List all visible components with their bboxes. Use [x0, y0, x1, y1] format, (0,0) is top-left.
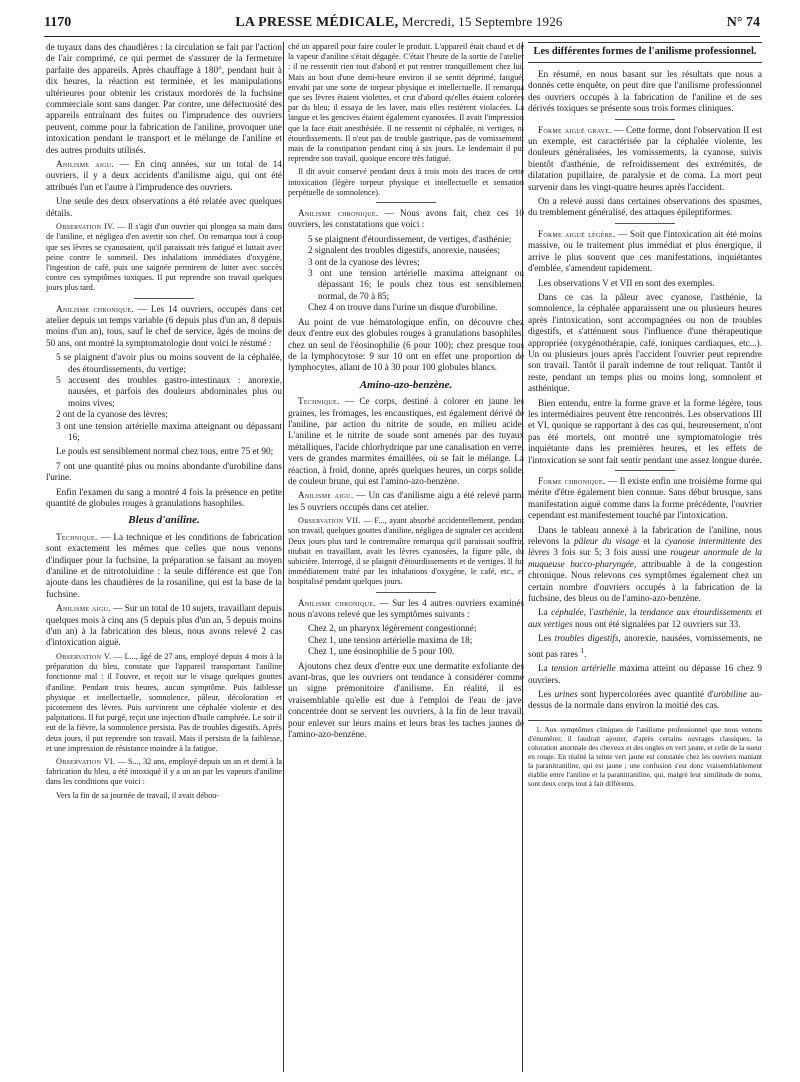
emphasis: asthénie	[593, 607, 625, 618]
section-label: Anilisme chronique.	[56, 303, 135, 314]
section-label: Anilisme aigu.	[56, 159, 115, 170]
column-3	[528, 42, 762, 1072]
observation-text: — F..., ayant absorbé accidentellement, pendant son travail, quelques gouttes d'aniline, négligea de signaler cet accident. Deux jours plus tard le contremaître remarqua qu'il paraissait souffrir, titubait en travaillant, avait les lèvres cyanosées, la figure pâle, du subictère. Interrogé, il se plaignit d'étourdissements et de vertiges. Il fut immédiatement traité par les inhalations d'oxygène, le café, etc., et hospitalisé pendant quelques jours.	[288, 516, 524, 587]
list-item: 5 se plaignent d'étourdissement, de vertiges, d'asthénie;	[308, 233, 512, 244]
paragraph-text: — Un cas d'anilisme aigu a été relevé parmi les 5 ouvriers occupés dans cet atelier.	[288, 490, 524, 512]
paragraph: de tuyaux dans des chaudières : la circulation se fait par l'action de l'air comprimé, ce qui permet de s'assurer de la fermeture parfaite des appareils. Après chauffage à 180°, pendant huit à dix heures, la réaction est terminée, et les manipulations ultérieures pour obtenir les cristaux mordorés de la fuchsine commerciale sont sans danger. Par contre, une défectuosité des appareils entraînant des fuites ou l'imprudence des ouvriers peuvent, comme pour la fabrication de l'aniline, provoquer une intoxication pendant le transport et le mélange de l'aniline et des autres produits utilisés.	[46, 42, 282, 155]
footnote	[528, 720, 762, 788]
paragraph	[528, 525, 762, 605]
emphasis: pâleur du visage	[574, 536, 640, 547]
paragraph: En résumé, en nous basant sur les résultats que nous a donnés cette enquête, on peut dire que l'anilisme professionnel des ouvriers occupés à la fabrication de l'aniline et de ses dérivés toxiques se présente sous trois formes cliniques.	[528, 69, 762, 114]
symptom-list	[46, 352, 282, 443]
observation	[46, 652, 282, 754]
list-item: 2 signalent des troubles digestifs, anorexie, nausées;	[308, 245, 500, 256]
divider	[134, 298, 194, 299]
column-rule-left	[283, 42, 284, 1072]
text-run: , attribuable à de la congestion chronique. Nous relevons ces symptômes également chez un certain nombre d'ouvriers occupés à la fabrication de la fuchsine, des bleus ou de l'amino-azo-benzène.	[528, 558, 762, 604]
symptom-list	[288, 234, 524, 314]
list-item: Chez 1, une tension artérielle maxima de 18;	[308, 634, 473, 645]
text-run: et la	[639, 536, 665, 547]
paragraph	[528, 633, 762, 660]
paragraph	[528, 125, 762, 193]
observation-label: Observation VI.	[56, 756, 116, 766]
paragraph-text: — Soit que l'intoxication ait été moins massive, ou le traitement plus immédiat et plus énergique, il arrive le plus souvent que ces manifestations, inquiétantes d'emblée, s'amendent rapidement.	[528, 228, 762, 274]
paragraph	[528, 476, 762, 522]
paragraph-text: — Nous avons fait, chez ces 10 ouvriers, les constatations que voici :	[288, 208, 524, 230]
emphasis: tendance aux étourdissements et aux vertiges	[528, 607, 762, 629]
paragraph: Enfin l'examen du sang a montré 4 fois la présence en petite quantité de globules rouges à granulations basophiles.	[46, 486, 282, 509]
observation-text: — Il s'agit d'un ouvrier qui plongea sa main dans de l'aniline, et négligea d'en avertir son chef. On remarqua tout à coup que ses lèvres se cyanosaient, qu'il paraissait très fatigué et luttait avec peine contre le sommeil. Des inhalations immédiates d'oxygène, l'ingestion de café, puis une saignée permirent de lutter avec succès contre ces symptômes toxiques. Il put reprendre son travail quelques jours plus tard.	[46, 222, 282, 293]
paragraph: Ajoutons chez deux d'entre eux une dermatite exfoliante des avant-bras, que les ouvriers ont tendance à considérer comme un signe prémonitoire d'anilisme. En réalité, il est vraisemblable qu'elle est due à l'emploi de l'eau de javel concentrée dont se servent les ouvriers, à la fin de leur travail, pour enlever sur leurs mains et leurs bras les taches jaunes de l'amino-azo-benzène.	[288, 660, 524, 740]
paragraph: Le pouls est sensiblement normal chez tous, entre 75 et 90;	[56, 446, 274, 457]
paragraph: 7 ont une quantité plus ou moins abondante d'urobiline dans l'urine.	[46, 460, 282, 483]
list-item: Chez 4 on trouve dans l'urine un disque d'urobiline.	[308, 302, 498, 313]
paragraph-text: — Ce corps, destiné à colorer en jaune les graines, les fromages, les encaustiques, est également dérivé de l'aniline, par action du nitrite de soude, en milieu acide. L'aniline et le nitrite de soude sont amenés par des tuyaux métalliques, l'acide chlorhydrique par une canalisation en verre, vers de grandes marmites émaillées, où se fait le mélange. La réaction, à froid, donne, après quelques heures, un corps solide, de couleur brune, qui est l'amino-azo-benzène.	[288, 396, 524, 486]
journal-name: LA PRESSE MÉDICALE,	[235, 15, 399, 30]
text-run: sont hypercolorées avec quantité d'	[577, 688, 714, 699]
list-item: Chez 2, un pharynx légèrement congestionné;	[308, 623, 477, 634]
page-number: 1170	[44, 15, 72, 30]
paragraph: On a relevé aussi dans certaines observations des spasmes, du tremblement généralisé, des attaques épileptiformes.	[528, 196, 762, 218]
text-run: Les	[538, 688, 555, 699]
observation-text: — L..., âgé de 27 ans, employé depuis 4 mois à la préparation du bleu, constate que l'appareil transportant l'aniline fonctionne mal : il l'ouvre, et reçoit sur le visage quelques gouttes d'aniline. Pendant trois heures, aucun symptôme. Puis faiblesse physique et intellectuelle, somnolence, pâleur, décoloration et picotement des lèvres. Puis survinrent une céphalée violente et des palpitations. Il fut purgé, reçut une injection d'huile camphrée. Le soir il eut de la fièvre, la somnolence persista. Pas de troubles digestifs. Après deux jours, il put reprendre son travail. Mais il persista de la faiblesse, et une impression de résistance moindre à la fatigue.	[46, 651, 282, 753]
observation-label: Observation VII.	[298, 516, 361, 526]
divider	[376, 592, 436, 593]
observation	[46, 757, 282, 788]
section-heading: Amino-azo-benzène.	[359, 378, 453, 391]
paragraph	[288, 208, 524, 231]
section-heading: Bleus d'aniline.	[128, 514, 200, 527]
emphasis: tension artérielle	[551, 663, 616, 674]
emphasis: troubles digestifs	[554, 633, 619, 644]
list-item: 2 ont de la cyanose des lèvres;	[56, 409, 168, 420]
paragraph	[46, 159, 282, 193]
observation	[288, 516, 524, 587]
text-run: , anorexie, nausées, vomissements, ne sont pas rares	[528, 633, 762, 659]
section-label: Forme chronique.	[538, 476, 606, 486]
list-item: Chez 1, une éosinophilie de 5 pour 100.	[308, 646, 455, 657]
emphasis: urines	[554, 688, 578, 699]
paragraph-text: — Sur les 4 autres ouvriers examinés nous n'avons relevé que les symptômes suivants :	[288, 597, 524, 620]
paragraph: Dans ce cas la pâleur avec cyanose, l'asthénie, la somnolence, la céphalée apparaissent une ou plusieurs heures après l'intoxication, sont accompagnées ou non de troubles digestifs, et s'atténuent sous l'influence d'une thérapeutique appropriée (oxygénothérapie, café, toniques cardiaques, etc...). Un ou plusieurs jours après l'accident l'ouvrier peut reprendre son travail. Tantôt il paraît indemne de tout reliquat. Tantôt il reste, pendant un temps plus ou moins long, somnolent et asthénique.	[528, 291, 762, 394]
section-label: Technique.	[298, 396, 340, 407]
text-run: au-dessus de la normale dans environ la moitié des cas.	[528, 688, 762, 711]
text-run: nous ont été signalées par 12 ouvriers sur 33.	[572, 618, 741, 629]
text-run: , l'	[583, 607, 594, 618]
text-run: .	[584, 648, 587, 659]
issue-number: N° 74	[726, 15, 760, 30]
observation-continued: Vers la fin de sa journée de travail, il avait débou-	[56, 790, 220, 800]
section-title: Les différentes formes de l'anilisme professionnel.	[528, 42, 762, 63]
list-item: 3 ont de la cyanose des lèvres;	[308, 256, 420, 267]
paragraph	[46, 532, 282, 600]
paragraph	[288, 598, 524, 621]
paragraph	[528, 663, 762, 686]
observation-continued: Il dit avoir conservé pendant deux à trois mois des traces de cette intoxication (légère torpeur physique et intellectuelle et sensation perpétuelle de somnolence).	[288, 167, 524, 197]
paragraph	[288, 396, 524, 487]
paragraph-text: — Cette forme, dont l'observation II est un exemple, est caractérisée par la céphalée violente, les douleurs généralisées, les vomissements, la cyanose, suivis bientôt d'asthénie, de refroidissement des extrémités, de dilatation pupillaire, de paralysie et de coma. La mort peut survenir dans les vingt-quatre heures après l'accident.	[528, 124, 762, 192]
paragraph: Les observations V et VII en sont des exemples.	[538, 277, 715, 288]
emphasis: urobiline	[713, 688, 747, 699]
section-label: Technique.	[56, 531, 98, 542]
paragraph-text: — Les 14 ouvriers, occupés dans cet atelier depuis un temps variable (6 depuis plus d'un an, 8 depuis moins d'un an), tous, sauf le chef de service, âgés de moins de 50 ans, ont montré la symptomatologie dont voici le résumé :	[46, 303, 282, 348]
section-label: Anilisme aigu.	[298, 490, 354, 501]
list-item: 5 se plaignent d'avoir plus ou moins souvent de la céphalée, des étourdissements, du vertige;	[56, 352, 282, 374]
footnote-text: 1. Aux symptômes cliniques de l'anilisme professionnel que nous venons d'énumérer, il faudrait ajouter, d'après certains ouvrages classiques, la coloration anormale des cheveux et des ongles en vert jaune, et celle de la sueur en rouge. En réalité la teinte vert jaune est constatée chez les ouvriers maniant la paranitraniline, qui est jaune ; une confusion s'est donc vraisemblablement établie entre l'aniline et la paranitraniline, qui, malgré leur similitude de noms, sont deux corps tout à fait différents.	[528, 724, 762, 788]
divider	[376, 202, 436, 203]
emphasis: céphalée	[551, 607, 584, 618]
section-label: Forme aiguë grave.	[538, 124, 612, 135]
divider	[615, 119, 675, 120]
section-label: Anilisme chronique.	[298, 597, 376, 608]
paragraph	[46, 304, 282, 350]
section-label: Forme aiguë légère.	[538, 228, 616, 239]
paragraph	[46, 603, 282, 649]
section-label: Anilisme chronique.	[298, 208, 379, 219]
symptom-list	[288, 623, 524, 657]
observation-continued: ché un appareil pour faire couler le produit. L'appareil était chaud et de la vapeur d'aniline s'était dégagée. C'était l'heure de la sortie de l'atelier : il ne ressentit rien tout d'abord et put rentrer tranquillement chez lui. Mais au bout d'une demi-heure environ il se sentit déprimé, fatigué, envahi par une sorte de torpeur physique et intellectuelle. Il remarqua que ses lèvres étaient violettes, et crut d'abord qu'elles étaient colorées par du bleu; il essaya de les laver, mais elles restèrent violacées. La langue et les gencives étaient également cyanosées. Il avait l'impression que la face était anesthésiée. Il ne ressentit ni céphalée, ni vertiges, ni étourdissements. Il n'eut pas de trouble gastrique, pas de vomissement; mais de la constipation pendant cinq à six jours. Le lendemain il put reprendre son travail, quoique encore très fatigué.	[288, 42, 524, 164]
text-run: Les	[538, 633, 555, 644]
text-run: , la	[624, 607, 640, 618]
paragraph	[528, 689, 762, 712]
paragraph-text: — En cinq années, sur un total de 14 ouvriers, il y a deux accidents d'anilisme aigu, qui ont été attribués l'un et l'autre à l'imprudence des ouvriers.	[46, 159, 282, 192]
column-1	[46, 42, 282, 1072]
emphasis: cyanose intermittente des lèvres	[528, 536, 762, 558]
observation-text: — S..., 32 ans, employé depuis un an et demi à la fabrication du bleu, a été intoxiqué il y a un an par les vapeurs d'aniline dans les conditions que voici :	[46, 756, 282, 787]
text-run: maxima atteint ou dépasse 16 chez 9 ouvriers.	[528, 663, 762, 685]
paragraph: Bien entendu, entre la forme grave et la forme légère, tous les intermédiaires peuvent être rencontrés. Les observations III et VI, quoique se rapportant à des cas qui, heureusement, n'ont pas été mortels, ont montré une symptomatologie très inquiétante dans les premières heures, et les effets de l'intoxication se sont fait sentir pendant une assez longue durée.	[528, 397, 762, 465]
paragraph: Au point de vue hématologique enfin, on découvre chez deux d'entre eux des globules rouges à granulations basophiles; chez un seul de l'éosinophilie (6 pour 100); chez presque tous de la lymphocytose: 9 sur 10 ont en effet une proportion de lymphocytes, allant de 10 à 30 pour 100 globules blancs.	[288, 316, 524, 373]
text-run: La	[538, 663, 552, 674]
observation	[46, 222, 282, 293]
text-run: 3 fois sur 5; 3 fois aussi une	[549, 547, 671, 558]
text-run: La	[538, 607, 552, 618]
text-run: Dans le tableau annexé à la fabrication de l'aniline, nous relevons la	[528, 524, 762, 547]
list-item: 3 ont une tension artérielle maxima atteignant ou dépassant 16; le pouls chez tous est sensiblement normal, de 70 à 85;	[308, 268, 524, 301]
section-label: Anilisme aigu.	[56, 603, 111, 614]
column-2	[288, 42, 524, 1072]
running-title	[235, 14, 562, 31]
paragraph-text: — Il existe enfin une troisième forme qui mérite d'être également bien connue. Sans début brusque, sans manifestation aiguë comme dans la forme précédente, l'ouvrier cependant est manifestement touché par l'intoxication.	[528, 476, 762, 521]
paragraph-text: — La technique et les conditions de fabrication sont exactement les mêmes que celles que nous venons d'indiquer pour la fuchsine, la préparation se faisant au moyen d'aniline et de nitrotoluidine : la seule différence est que l'on ajoute dans les chaudières de la rosaniline, qui est la base de la fuchsine.	[46, 531, 282, 599]
paragraph	[288, 490, 524, 513]
paragraph	[528, 607, 762, 630]
list-item: 3 ont une tension artérielle maxima atteignant ou dépassant 16;	[56, 420, 282, 442]
list-item: 5 accusent des troubles gastro-intestinaux : anorexie, nausées, et parfois des douleurs abdominales plus ou moins vives;	[56, 374, 282, 408]
paragraph: Une seule des deux observations a été relatée avec quelques détails.	[46, 196, 282, 218]
footnote-marker: 1	[580, 645, 585, 655]
emphasis: rougeur anormale de la muqueuse bucco-pharyngée	[528, 547, 762, 569]
page-header	[44, 14, 760, 37]
observation-label: Observation IV.	[56, 222, 115, 232]
paragraph	[528, 229, 762, 275]
paragraph-text: — Sur un total de 10 sujets, travaillant depuis quelques mois à cinq ans (5 depuis plus d'un an, 5 depuis moins d'un an) à la fabrication des bleus, nous avons relevé 2 cas d'intoxication aiguë.	[46, 603, 282, 648]
divider	[615, 223, 675, 224]
observation-label: Observation V.	[56, 651, 112, 661]
divider	[615, 470, 675, 471]
issue-date: Mercredi, 15 Septembre 1926	[401, 14, 563, 29]
